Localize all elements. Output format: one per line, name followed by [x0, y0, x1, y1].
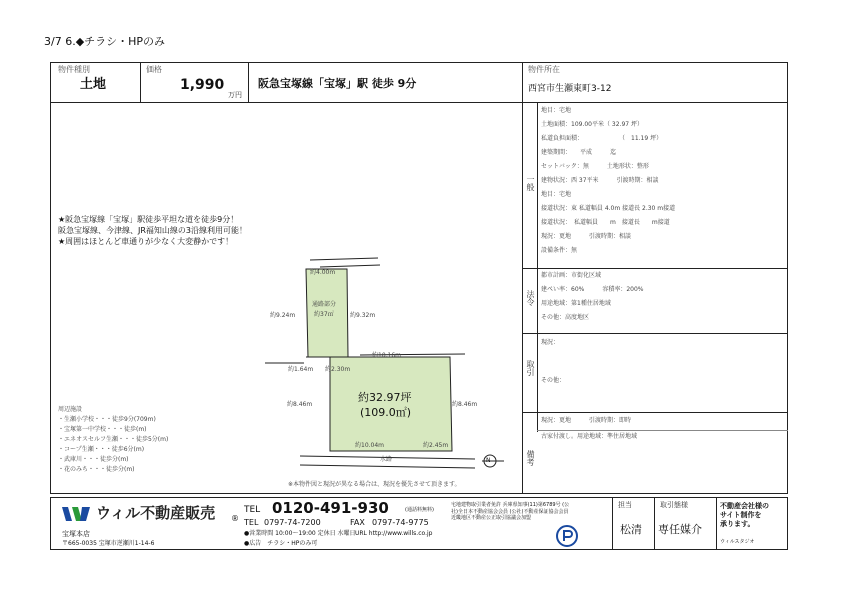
legal-row: 都市計画：市街化区域	[541, 272, 602, 279]
tel-label: TEL	[244, 505, 261, 515]
business-hours: ●営業時間 10:00〜19:00 定休日 水曜日	[244, 530, 356, 537]
transaction-row: 現況：	[541, 339, 560, 346]
header-col1	[140, 62, 141, 102]
price-value: 1,990	[180, 77, 225, 93]
staff-label: 担当	[618, 501, 632, 509]
site-note: 不動産会社様の サイト制作を 承ります。	[720, 502, 769, 529]
general-row: 私道負担面積： （ 11.19 坪）	[541, 135, 663, 142]
site-brand: ウィルスタジオ	[720, 539, 755, 545]
legal-side-label: 法令	[526, 290, 535, 306]
license-info: 宅地建物取引業者免許 兵庫県知事(11)第6789号 (公社)全日本不動産協会会員 (公社)不動産保証協会会員 近畿地区不動産公正取引協議会加盟	[451, 502, 570, 521]
dim-left-long: 約9.24m	[270, 312, 296, 319]
tel-free: 0120-491-930	[272, 499, 389, 517]
dim-small-b: 約2.30m	[325, 366, 351, 373]
detail-side-divider	[537, 102, 538, 432]
dim-bottom-a: 約10.04m	[355, 442, 385, 449]
fax-label: FAX	[350, 518, 365, 527]
dim-right-long: 約9.32m	[350, 312, 376, 319]
surroundings-list	[58, 407, 168, 473]
footer-col-mode	[654, 497, 655, 550]
road-line-top	[310, 258, 378, 260]
registered-mark: ®	[231, 514, 239, 523]
compass-label: N	[486, 457, 491, 464]
area-tsubo: 約32.97坪	[358, 391, 412, 404]
general-rows	[541, 108, 675, 254]
header-col3	[522, 62, 523, 494]
surrounding-item: ・武庫川・・・徒歩分(m)	[58, 456, 129, 463]
legal-row: 建ぺい率：60% 容積率：200%	[541, 286, 644, 293]
dim-small-a: 約1.64m	[288, 366, 314, 373]
address-value: 西宮市生瀬東町3-12	[528, 84, 612, 94]
remarks-inner-divider	[537, 430, 788, 431]
road-line-top2	[320, 265, 380, 267]
general-row: 地目：宅地	[541, 191, 572, 198]
tel-free-note: (通話料無料)	[405, 507, 434, 513]
footer-col-staff	[612, 497, 613, 550]
legal-rows	[541, 273, 644, 321]
site-url: URL http://www.wills.co.jp	[355, 530, 433, 537]
price-unit: 万円	[228, 91, 242, 99]
branch-name: 宝塚本店	[62, 530, 90, 538]
remarks-row2: 古家付渡し。用途地域：準住居地域	[541, 433, 638, 440]
footer-col-ad	[716, 497, 717, 550]
feature-line: ★周囲はほとんど車通りが少なく大変静かです！	[58, 237, 234, 246]
transaction-divider	[522, 333, 788, 334]
general-row: 接道状況： 私道幅員 m 接道長 m接道	[541, 219, 670, 226]
ad-note: ●広告 チラシ・HPのみ可	[244, 540, 318, 547]
association-logo-icon	[555, 525, 579, 547]
remarks-row1: 現況：更地 引渡時期：即時	[541, 417, 632, 424]
dim-top-main: 約10.16m	[372, 352, 402, 359]
legal-row: 用途地域：第1種住居地域	[541, 300, 611, 307]
passage-label: 通路部分	[312, 301, 337, 308]
remarks-divider	[522, 412, 788, 413]
header-divider	[50, 102, 788, 103]
general-side-label: 一般	[526, 175, 535, 191]
header-col2	[248, 62, 249, 102]
staff-name: 松清	[620, 523, 642, 536]
page-label: 3/7 6.◆チラシ・HPのみ	[44, 35, 166, 48]
waterway-line2	[300, 465, 475, 468]
company-logo-icon	[60, 503, 94, 525]
price-label: 価格	[146, 65, 162, 74]
surrounding-item: ・宝塚第一中学校・・・徒歩(m)	[58, 426, 147, 433]
general-row: 地目：宅地	[541, 107, 572, 114]
postal-address: 〒665-0035 宝塚市逆瀬川1-14-6	[62, 540, 155, 547]
feature-list	[58, 216, 247, 246]
tel-number: 0797-74-7200	[264, 518, 321, 527]
surrounding-item: ・コープ生瀬・・・徒歩6分(m)	[58, 446, 145, 453]
transaction-row: その他：	[541, 377, 566, 384]
general-row: 接道状況：東 私道幅員 4.0m 接道長 2.30 m接道	[541, 205, 676, 212]
plan-note: ※本物件図と現況が異なる場合は、現況を優先させて頂きます。	[288, 481, 461, 488]
general-row: 現況：更地 引渡時期：相談	[541, 233, 632, 240]
legal-divider	[522, 268, 788, 269]
dim-road-top: 約4.00m	[310, 269, 336, 276]
fax-number: 0797-74-9775	[372, 518, 429, 527]
type-value: 土地	[80, 77, 107, 92]
remarks-side-label: 備考	[526, 450, 535, 466]
dim-bottom-b: 約2.45m	[423, 442, 449, 449]
surroundings-title: 周辺施設	[58, 406, 83, 413]
type-label: 物件種別	[58, 65, 90, 74]
waterway-label: 水路	[380, 456, 393, 463]
address-label: 物件所在	[528, 65, 560, 74]
company-name: ウィル不動産販売	[96, 504, 216, 522]
surrounding-item: ・花のみち・・・徒歩分(m)	[58, 466, 135, 473]
dim-left-side: 約8.46m	[287, 401, 313, 408]
transaction-side-label: 取引	[526, 360, 535, 376]
general-row: 建築期間： 平成 迄	[541, 149, 617, 156]
feature-line: ★阪急宝塚線「宝塚」駅徒歩平坦な道を徒歩9分！	[58, 215, 239, 224]
surrounding-item: ・生瀬小学校・・・徒歩9分(709m)	[58, 416, 156, 423]
area-sqm: (109.0㎡)	[360, 406, 412, 419]
general-row: セットバック：無 土地形状：整形	[541, 163, 649, 170]
feature-line: 阪急宝塚線、今津線、JR福知山線の3沿線利用可能！	[58, 226, 248, 235]
mode-label: 取引態様	[660, 501, 688, 509]
access-text: 阪急宝塚線「宝塚」駅 徒歩 9分	[258, 77, 417, 90]
surrounding-item: ・エネオスセルフ生瀬・・・徒歩5分(m)	[58, 436, 169, 443]
legal-row: その他：高度地区	[541, 314, 590, 321]
passage-area-label: 約37㎡	[314, 311, 334, 318]
general-row: 土地面積：109.00平米（ 32.97 坪）	[541, 121, 643, 128]
tel-label-2: TEL	[244, 518, 259, 527]
general-row: 設備条件：無	[541, 247, 578, 254]
general-row: 建物状況：西 37平米 引渡時期：相談	[541, 177, 659, 184]
dim-right-side: 約8.46m	[452, 401, 478, 408]
mode-value: 専任媒介	[658, 523, 702, 536]
